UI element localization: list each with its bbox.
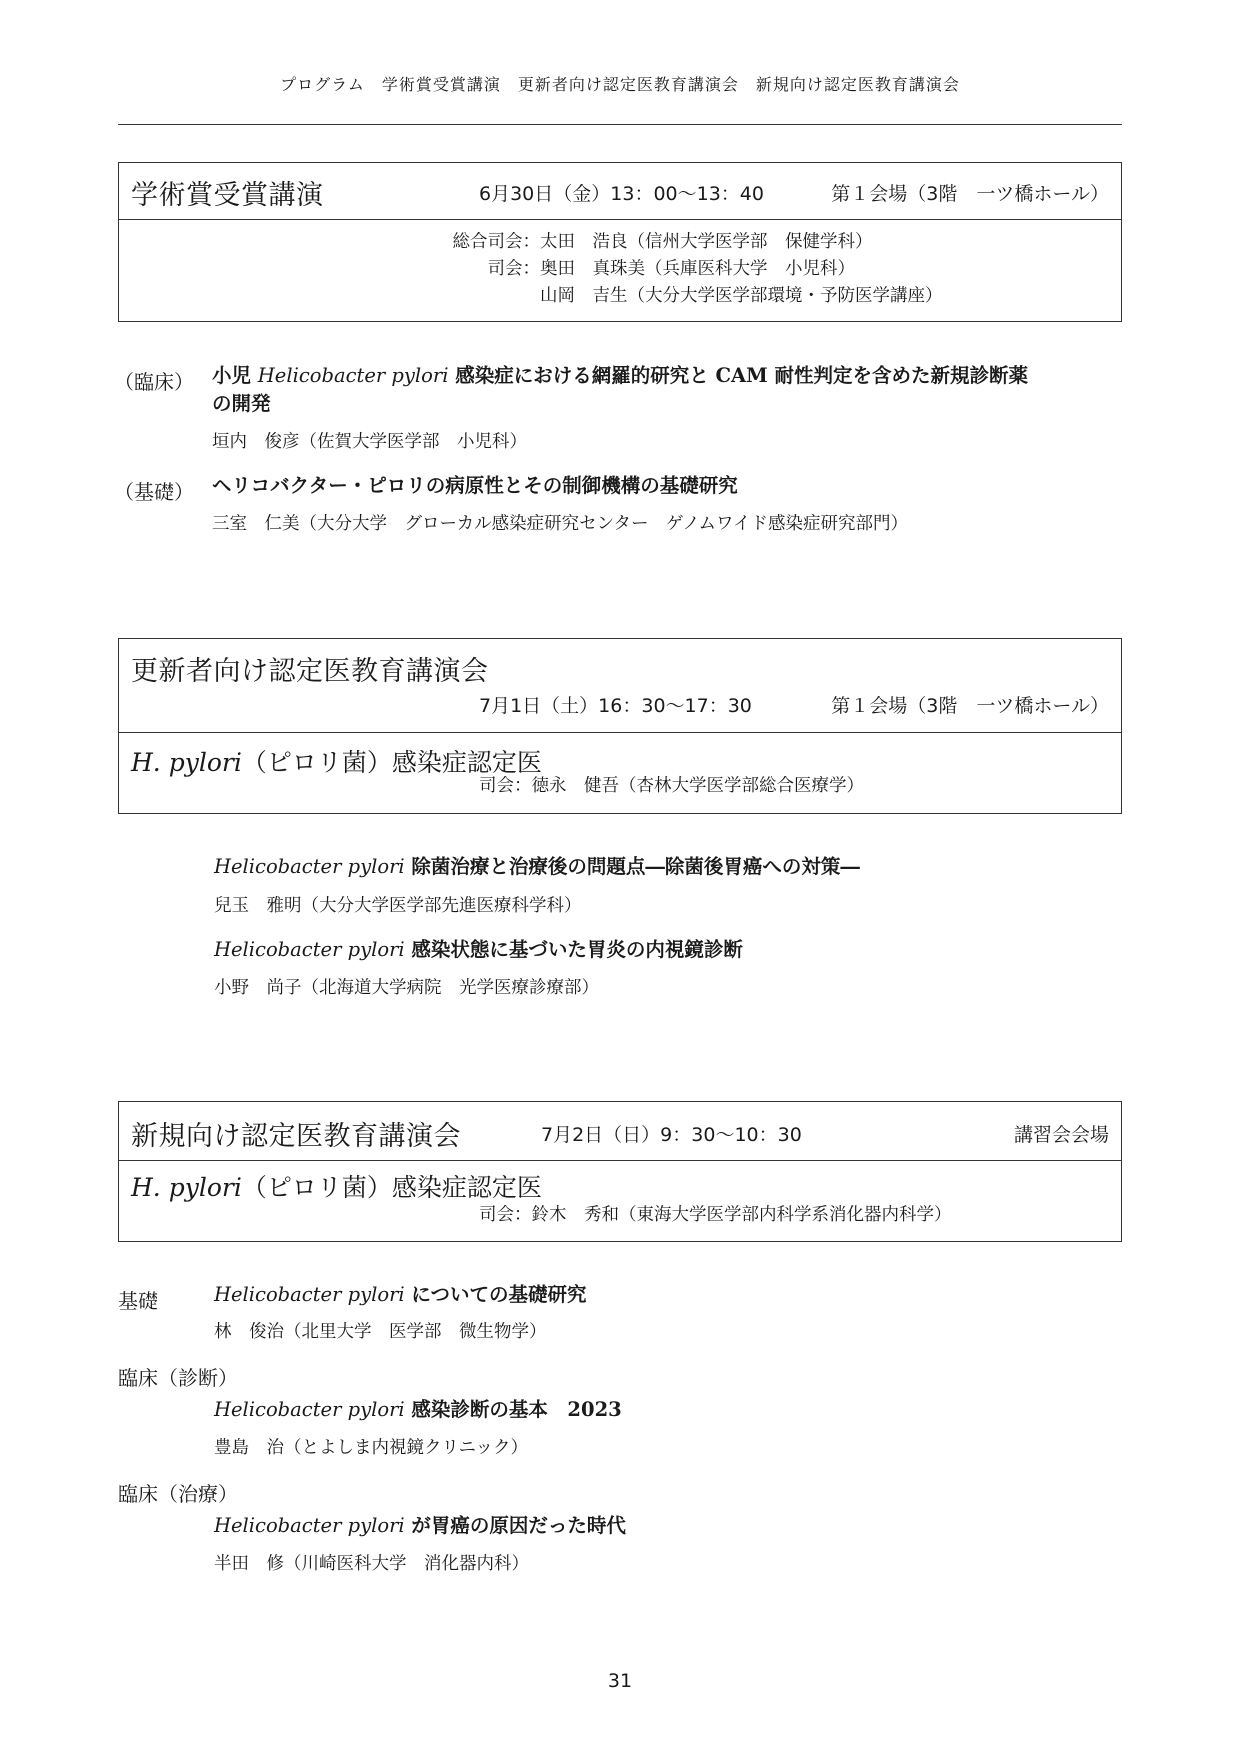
talk-title-italic: Helicobacter pylori — [257, 364, 449, 387]
header-rule — [118, 124, 1122, 125]
award-lecture-venue: 第１会場（3階 一ツ橋ホール） — [831, 183, 1109, 205]
speaker — [212, 510, 908, 535]
chair-role: 総合司会： — [452, 232, 540, 252]
award-lecture-divider — [119, 219, 1121, 220]
speaker-affiliation: （北海道大学病院 光学医療診療部） — [301, 978, 599, 998]
renewal-lecture-box — [118, 638, 1122, 814]
renewal-chair — [479, 773, 864, 800]
talk-title-text: についての基礎研究 — [404, 1283, 587, 1306]
talk-category: （臨床） — [114, 370, 194, 394]
award-lecture-box — [118, 162, 1122, 322]
talk-title — [214, 1281, 587, 1309]
renewal-lecture-title: 更新者向け認定医教育講演会 — [131, 656, 489, 687]
chair-role: 司会： — [479, 1205, 532, 1225]
chair-name: 鈴木 秀和 — [531, 1205, 619, 1225]
running-header: プログラム 学術賞受賞講演 更新者向け認定医教育講演会 新規向け認定医教育講演会 — [280, 75, 960, 94]
speaker-affiliation: （川崎医科大学 消化器内科） — [284, 1554, 529, 1574]
talk-title-italic: Helicobacter pylori — [214, 1514, 405, 1537]
speaker — [214, 1550, 529, 1575]
newcomer-lecture-title: 新規向け認定医教育講演会 — [131, 1121, 461, 1152]
talk-title-text: 感染診断の基本 2023 — [404, 1398, 622, 1421]
award-chairs — [445, 229, 943, 310]
talk-title-text: が胃癌の原因だった時代 — [404, 1514, 626, 1537]
talk-category: （基礎） — [114, 480, 194, 504]
page-number: 31 — [607, 1670, 633, 1692]
speaker-name: 兒玉 雅明 — [214, 896, 302, 916]
award-lecture-datetime: 6月30日（金）13：00～13：40 — [479, 183, 764, 205]
talk-category: 臨床（治療） — [118, 1482, 238, 1506]
newcomer-subtitle — [131, 1168, 542, 1204]
talk-title-text: 感染状態に基づいた胃炎の内視鏡診断 — [404, 938, 743, 961]
subtitle-text: （ピロリ菌）感染症認定医 — [241, 748, 542, 777]
chair-row — [445, 229, 943, 256]
subtitle-italic: H. pylori — [131, 1173, 242, 1202]
chair-name: 山岡 吉生 — [540, 286, 628, 306]
speaker — [214, 1434, 528, 1459]
talk-title-text: 除菌治療と治療後の問題点―除菌後胃癌への対策― — [404, 855, 860, 878]
talk-title-italic: Helicobacter pylori — [214, 1283, 405, 1306]
talk-title — [214, 1512, 626, 1540]
newcomer-chair — [479, 1202, 952, 1229]
speaker — [214, 892, 582, 917]
newcomer-lecture-divider — [119, 1160, 1121, 1161]
chair-affiliation: （東海大学医学部内科学系消化器内科学） — [619, 1205, 952, 1225]
chair-affiliation: （杏林大学医学部総合医療学） — [619, 776, 864, 796]
talk-title: ヘリコバクター・ピロリの病原性とその制御機構の基礎研究 — [212, 474, 738, 497]
talk-title — [214, 936, 743, 964]
renewal-lecture-datetime: 7月1日（土）16：30～17：30 — [479, 695, 752, 717]
talk-title-line2: の開発 — [212, 392, 271, 415]
speaker-name: 林 俊治 — [214, 1322, 284, 1342]
chair-name: 徳永 健吾 — [531, 776, 619, 796]
chair-role: 司会： — [479, 776, 532, 796]
subtitle-text: （ピロリ菌）感染症認定医 — [241, 1173, 542, 1202]
chair-name: 奥田 真珠美 — [540, 259, 645, 279]
renewal-lecture-divider — [119, 732, 1121, 733]
subtitle-italic: H. pylori — [131, 748, 242, 777]
chair-role: 司会： — [487, 259, 540, 279]
talk-title-prefix: 小児 — [212, 364, 258, 387]
speaker-name: 半田 修 — [214, 1554, 284, 1574]
newcomer-lecture-datetime: 7月2日（日）9：30～10：30 — [541, 1124, 802, 1146]
speaker-affiliation: （佐賀大学医学部 小児科） — [299, 432, 527, 452]
talk-title-text: 感染症における網羅的研究と CAM 耐性判定を含めた新規診断薬 — [448, 364, 1029, 387]
speaker-name: 豊島 治 — [214, 1438, 284, 1458]
speaker-affiliation: （とよしま内視鏡クリニック） — [284, 1438, 528, 1458]
award-lecture-title: 学術賞受賞講演 — [131, 180, 324, 211]
talk-title-italic: Helicobacter pylori — [214, 855, 405, 878]
speaker-name: 三室 仁美 — [212, 514, 300, 534]
talk-title — [214, 853, 860, 881]
speaker — [214, 974, 599, 999]
speaker — [212, 428, 527, 453]
speaker-affiliation: （北里大学 医学部 微生物学） — [284, 1322, 547, 1342]
talk-title — [214, 1396, 622, 1424]
chair-row — [445, 283, 943, 310]
talk-category: 臨床（診断） — [118, 1366, 238, 1390]
talk-category: 基礎 — [118, 1289, 158, 1313]
newcomer-lecture-venue: 講習会会場 — [1013, 1124, 1109, 1146]
talk-title — [212, 362, 1028, 390]
speaker-name: 垣内 俊彦 — [212, 432, 300, 452]
chair-affiliation: （兵庫医科大学 小児科） — [645, 259, 855, 279]
talk-title-italic: Helicobacter pylori — [214, 938, 405, 961]
chair-row — [445, 256, 943, 283]
chair-affiliation: （大分大学医学部環境・予防医学講座） — [627, 286, 943, 306]
renewal-lecture-venue: 第１会場（3階 一ツ橋ホール） — [831, 695, 1109, 717]
newcomer-lecture-box — [118, 1101, 1122, 1242]
speaker-affiliation: （大分大学 グローカル感染症研究センター ゲノムワイド感染症研究部門） — [299, 514, 908, 534]
talk-title-italic: Helicobacter pylori — [214, 1398, 405, 1421]
speaker-affiliation: （大分大学医学部先進医療科学科） — [301, 896, 582, 916]
chair-affiliation: （信州大学医学部 保健学科） — [627, 232, 873, 252]
speaker — [214, 1318, 547, 1343]
chair-name: 太田 浩良 — [540, 232, 628, 252]
speaker-name: 小野 尚子 — [214, 978, 302, 998]
